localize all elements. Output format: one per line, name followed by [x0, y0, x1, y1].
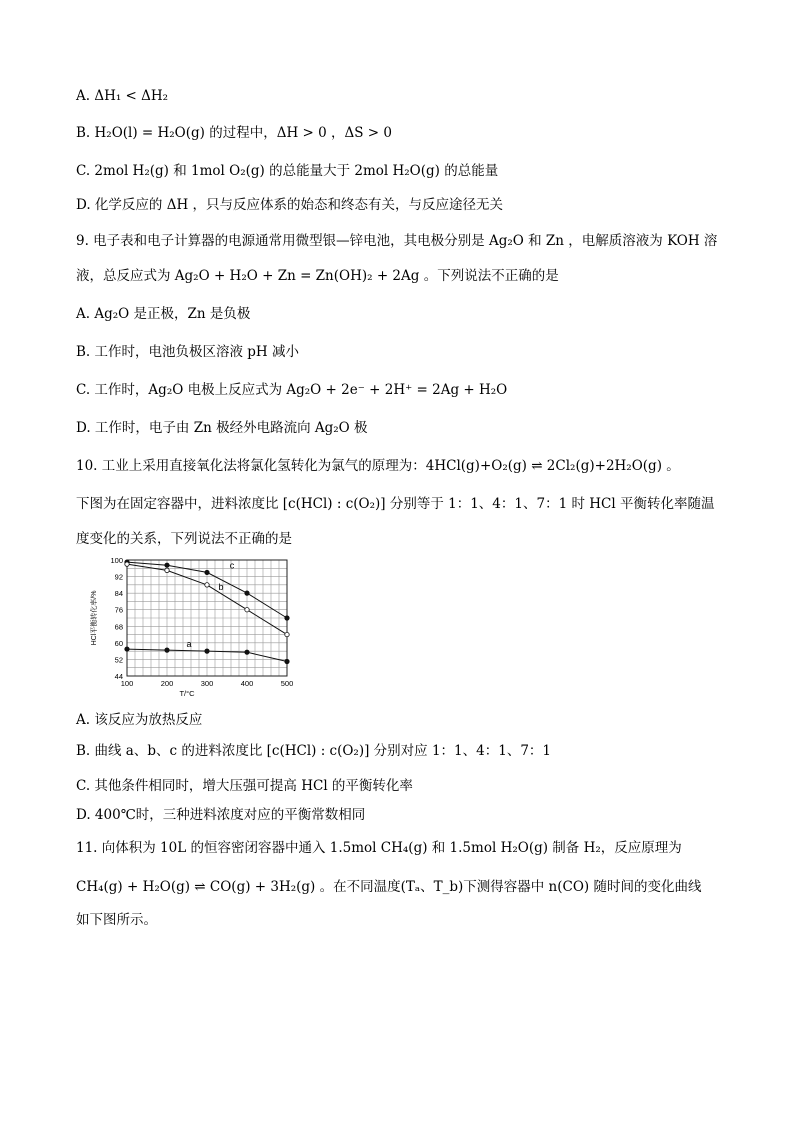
option-8a: A. ΔH₁ < ΔH₂ [76, 88, 169, 104]
y-tick-label: 76 [114, 605, 123, 615]
x-tick-label: 300 [200, 679, 214, 688]
option-10c: C. 其他条件相同时，增大压强可提高 HCl 的平衡转化率 [76, 778, 413, 794]
x-tick-label: 200 [160, 679, 174, 688]
data-point-c [245, 591, 249, 595]
y-tick-label: 52 [114, 655, 123, 665]
option-8d: D. 化学反应的 ΔH ，只与反应体系的始态和终态有关，与反应途径无关 [76, 197, 504, 213]
data-point-a [125, 647, 129, 651]
question-10-stem-end: 度变化的关系，下列说法不正确的是 [76, 531, 292, 547]
data-point-b [285, 632, 289, 636]
option-10a: A. 该反应为放热反应 [76, 712, 203, 728]
data-point-b [245, 608, 249, 612]
question-10-stem-cont: 下图为在固定容器中，进料浓度比 [c(HCl) : c(O₂)] 分别等于 1：1、4：1、7：1 时 HCl 平衡转化率随温 [76, 496, 715, 512]
question-9-stem-cont: 液，总反应式为 Ag₂O + H₂O + Zn = Zn(OH)₂ + 2Ag 。下列说法不正确的是 [76, 268, 559, 284]
x-tick-label: 500 [280, 679, 294, 688]
data-point-a [205, 649, 209, 653]
data-point-a [165, 648, 169, 652]
y-tick-label: 92 [114, 572, 123, 582]
option-10d: D. 400℃时，三种进料浓度对应的平衡常数相同 [76, 807, 366, 823]
y-axis-label: HCl平衡转化率/% [91, 590, 98, 646]
option-9a: A. Ag₂O 是正极，Zn 是负极 [76, 306, 251, 322]
option-9c: C. 工作时，Ag₂O 电极上反应式为 Ag₂O + 2e⁻ + 2H⁺ = 2Ag + H₂O [76, 382, 508, 398]
question-10-stem: 10. 工业上采用直接氧化法将氯化氢转化为氯气的原理为：4HCl(g)+O₂(g) ⇌ 2Cl₂(g)+2H₂O(g) 。 [76, 458, 680, 474]
hcl-conversion-chart [86, 553, 301, 707]
data-point-b [125, 562, 129, 566]
x-tick-label: 100 [120, 679, 134, 688]
option-8b: B. H₂O(l) = H₂O(g) 的过程中，ΔH > 0 ，ΔS > 0 [76, 125, 392, 141]
data-point-b [165, 568, 169, 572]
y-tick-label: 84 [114, 589, 123, 599]
data-point-a [285, 659, 289, 663]
option-8c: C. 2mol H₂(g) 和 1mol O₂(g) 的总能量大于 2mol H₂O(g) 的总能量 [76, 163, 499, 179]
x-axis-label: T/°C [179, 689, 195, 698]
question-9-stem: 9. 电子表和电子计算器的电源通常用微型银—锌电池，其电极分别是 Ag₂O 和 Zn ，电解质溶液为 KOH 溶 [76, 233, 718, 249]
series-label-a: a [186, 639, 192, 650]
y-tick-label: 68 [114, 622, 123, 632]
question-11-stem-end: 如下图所示。 [76, 912, 157, 928]
y-tick-label: 100 [110, 556, 123, 565]
chart-svg [86, 553, 301, 703]
x-tick-label: 400 [240, 679, 254, 688]
data-point-c [285, 616, 289, 620]
question-11-stem: 11. 向体积为 10L 的恒容密闭容器中通入 1.5mol CH₄(g) 和 1.5mol H₂O(g) 制备 H₂，反应原理为 [76, 840, 682, 856]
series-label-c: c [229, 560, 235, 571]
option-9b: B. 工作时，电池负极区溶液 pH 减小 [76, 344, 300, 360]
data-point-a [245, 650, 249, 654]
y-tick-label: 60 [114, 638, 123, 648]
series-label-b: b [218, 581, 224, 592]
data-point-c [165, 563, 169, 567]
question-11-equation: CH₄(g) + H₂O(g) ⇌ CO(g) + 3H₂(g) 。在不同温度(Tₐ、T_b)下测得容器中 n(CO) 随时间的变化曲线 [76, 879, 702, 895]
option-10b: B. 曲线 a、b、c 的进料浓度比 [c(HCl) : c(O₂)] 分别对应 1：1、4：1、7：1 [76, 743, 551, 759]
y-tick-label: 44 [114, 672, 123, 681]
option-9d: D. 工作时，电子由 Zn 极经外电路流向 Ag₂O 极 [76, 420, 368, 436]
data-point-c [205, 570, 209, 574]
data-point-b [205, 583, 209, 587]
